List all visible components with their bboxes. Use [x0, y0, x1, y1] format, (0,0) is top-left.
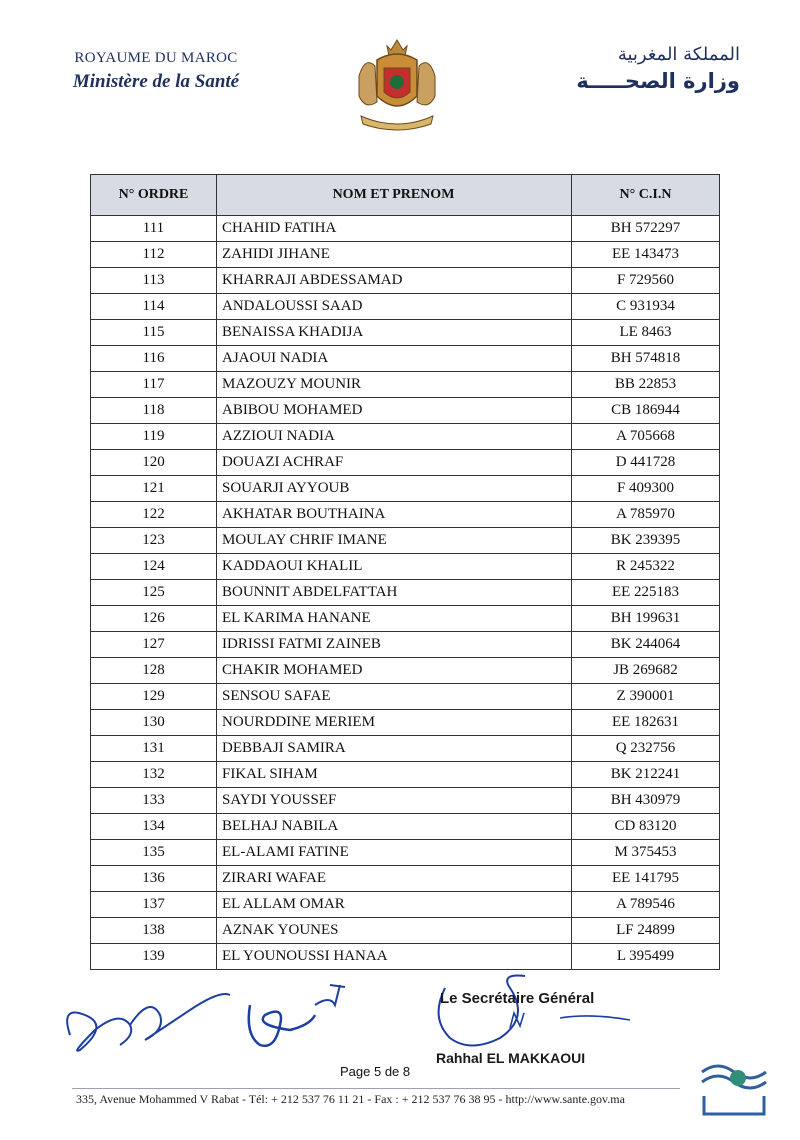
cell-name: AKHATAR BOUTHAINA: [217, 502, 572, 528]
cell-name: EL-ALAMI FATINE: [217, 840, 572, 866]
cell-cin: R 245322: [572, 554, 720, 580]
cell-cin: A 785970: [572, 502, 720, 528]
cell-cin: C 931934: [572, 294, 720, 320]
cell-cin: CD 83120: [572, 814, 720, 840]
table-row: [91, 918, 720, 944]
table-row: [91, 476, 720, 502]
ministry-label-fr: Ministère de la Santé: [72, 71, 240, 92]
table-row: [91, 762, 720, 788]
header-right: [530, 44, 740, 93]
cell-order: 138: [91, 918, 217, 944]
cell-order: 128: [91, 658, 217, 684]
cell-cin: BK 212241: [572, 762, 720, 788]
signatory-name: Rahhal EL MAKKAOUI: [436, 1050, 586, 1066]
cell-cin: BK 239395: [572, 528, 720, 554]
cell-cin: EE 225183: [572, 580, 720, 606]
table-row: [91, 294, 720, 320]
cell-cin: BH 199631: [572, 606, 720, 632]
table-row: [91, 346, 720, 372]
kingdom-label-fr: ROYAUME DU MAROC: [74, 50, 238, 66]
table-header: [91, 175, 720, 216]
cell-order: 126: [91, 606, 217, 632]
cell-order: 119: [91, 424, 217, 450]
table-row: [91, 710, 720, 736]
kingdom-label-ar: المملكة المغربية: [617, 44, 740, 65]
signatory-title: Le Secrétaire Général: [440, 990, 595, 1007]
cell-cin: L 395499: [572, 944, 720, 970]
table-row: [91, 424, 720, 450]
cell-name: EL ALLAM OMAR: [217, 892, 572, 918]
cell-name: KADDAOUI KHALIL: [217, 554, 572, 580]
cell-name: CHAHID FATIHA: [217, 216, 572, 242]
cell-name: FIKAL SIHAM: [217, 762, 572, 788]
cell-name: DOUAZI ACHRAF: [217, 450, 572, 476]
cell-cin: BH 430979: [572, 788, 720, 814]
table-row: [91, 892, 720, 918]
table-row: [91, 554, 720, 580]
cell-order: 135: [91, 840, 217, 866]
cell-order: 136: [91, 866, 217, 892]
table-row: [91, 866, 720, 892]
cell-order: 134: [91, 814, 217, 840]
cell-cin: F 409300: [572, 476, 720, 502]
cell-cin: BH 574818: [572, 346, 720, 372]
table-row: [91, 242, 720, 268]
cell-name: CHAKIR MOHAMED: [217, 658, 572, 684]
cell-name: SAYDI YOUSSEF: [217, 788, 572, 814]
cell-order: 131: [91, 736, 217, 762]
header-order: N° ORDRE: [91, 175, 217, 216]
cell-name: ABIBOU MOHAMED: [217, 398, 572, 424]
cell-order: 125: [91, 580, 217, 606]
cell-name: AJAOUI NADIA: [217, 346, 572, 372]
cell-order: 121: [91, 476, 217, 502]
cell-name: AZZIOUI NADIA: [217, 424, 572, 450]
cell-cin: LE 8463: [572, 320, 720, 346]
footer-address: 335, Avenue Mohammed V Rabat - Tél: + 212 537 76 11 21 - Fax : + 212 537 76 38 95 - http://www.sante.gov.ma: [76, 1092, 625, 1106]
cell-name: ZIRARI WAFAE: [217, 866, 572, 892]
cell-name: MOULAY CHRIF IMANE: [217, 528, 572, 554]
cell-cin: CB 186944: [572, 398, 720, 424]
table-row: [91, 398, 720, 424]
cell-name: BENAISSA KHADIJA: [217, 320, 572, 346]
table-row: [91, 788, 720, 814]
cell-order: 123: [91, 528, 217, 554]
table-row: [91, 944, 720, 970]
cell-cin: BH 572297: [572, 216, 720, 242]
table-row: [91, 606, 720, 632]
table-row: [91, 320, 720, 346]
cell-cin: EE 182631: [572, 710, 720, 736]
cell-order: 117: [91, 372, 217, 398]
table-row: [91, 658, 720, 684]
cell-order: 129: [91, 684, 217, 710]
cell-order: 133: [91, 788, 217, 814]
table-row: [91, 216, 720, 242]
cell-cin: LF 24899: [572, 918, 720, 944]
cell-cin: BB 22853: [572, 372, 720, 398]
handwritten-signatures: [60, 975, 390, 1065]
cell-cin: JB 269682: [572, 658, 720, 684]
table-row: [91, 814, 720, 840]
cell-order: 127: [91, 632, 217, 658]
cell-name: DEBBAJI SAMIRA: [217, 736, 572, 762]
table-row: [91, 684, 720, 710]
table-row: [91, 372, 720, 398]
cell-cin: Z 390001: [572, 684, 720, 710]
cell-name: BOUNNIT ABDELFATTAH: [217, 580, 572, 606]
cell-order: 111: [91, 216, 217, 242]
cell-name: BELHAJ NABILA: [217, 814, 572, 840]
cell-order: 122: [91, 502, 217, 528]
table-body: [91, 216, 720, 970]
cell-order: 114: [91, 294, 217, 320]
table-row: [91, 840, 720, 866]
table-row: [91, 632, 720, 658]
table-row: [91, 502, 720, 528]
cell-name: SENSOU SAFAE: [217, 684, 572, 710]
cell-name: SOUARJI AYYOUB: [217, 476, 572, 502]
header-name: NOM ET PRENOM: [217, 175, 572, 216]
cell-cin: EE 143473: [572, 242, 720, 268]
table-row: [91, 736, 720, 762]
header-left: [56, 50, 256, 93]
ministry-logo-icon: [698, 1050, 770, 1120]
cell-name: AZNAK YOUNES: [217, 918, 572, 944]
cell-name: ANDALOUSSI SAAD: [217, 294, 572, 320]
cell-name: MAZOUZY MOUNIR: [217, 372, 572, 398]
table-header-row: [91, 175, 720, 216]
secretary-signature: [430, 968, 660, 1058]
table-row: [91, 450, 720, 476]
cell-name: IDRISSI FATMI ZAINEB: [217, 632, 572, 658]
cell-name: KHARRAJI ABDESSAMAD: [217, 268, 572, 294]
cell-name: EL KARIMA HANANE: [217, 606, 572, 632]
page-number: Page 5 de 8: [340, 1064, 411, 1079]
cell-order: 118: [91, 398, 217, 424]
cell-order: 130: [91, 710, 217, 736]
cell-cin: BK 244064: [572, 632, 720, 658]
cell-cin: M 375453: [572, 840, 720, 866]
cell-cin: A 789546: [572, 892, 720, 918]
cell-order: 137: [91, 892, 217, 918]
cell-order: 115: [91, 320, 217, 346]
cell-cin: A 705668: [572, 424, 720, 450]
cell-cin: Q 232756: [572, 736, 720, 762]
cell-cin: EE 141795: [572, 866, 720, 892]
cell-order: 139: [91, 944, 217, 970]
table-row: [91, 580, 720, 606]
ministry-label-ar: وزارة الصحـــــة: [576, 69, 740, 93]
cell-order: 112: [91, 242, 217, 268]
cell-order: 120: [91, 450, 217, 476]
cell-cin: D 441728: [572, 450, 720, 476]
candidate-table: [90, 174, 720, 970]
footer-divider: [72, 1088, 680, 1089]
coat-of-arms-emblem: [347, 36, 447, 136]
cell-order: 132: [91, 762, 217, 788]
cell-name: EL YOUNOUSSI HANAA: [217, 944, 572, 970]
cell-cin: F 729560: [572, 268, 720, 294]
cell-order: 113: [91, 268, 217, 294]
header-cin: N° C.I.N: [572, 175, 720, 216]
cell-order: 116: [91, 346, 217, 372]
table-row: [91, 528, 720, 554]
cell-name: ZAHIDI JIHANE: [217, 242, 572, 268]
table-row: [91, 268, 720, 294]
cell-order: 124: [91, 554, 217, 580]
cell-name: NOURDDINE MERIEM: [217, 710, 572, 736]
